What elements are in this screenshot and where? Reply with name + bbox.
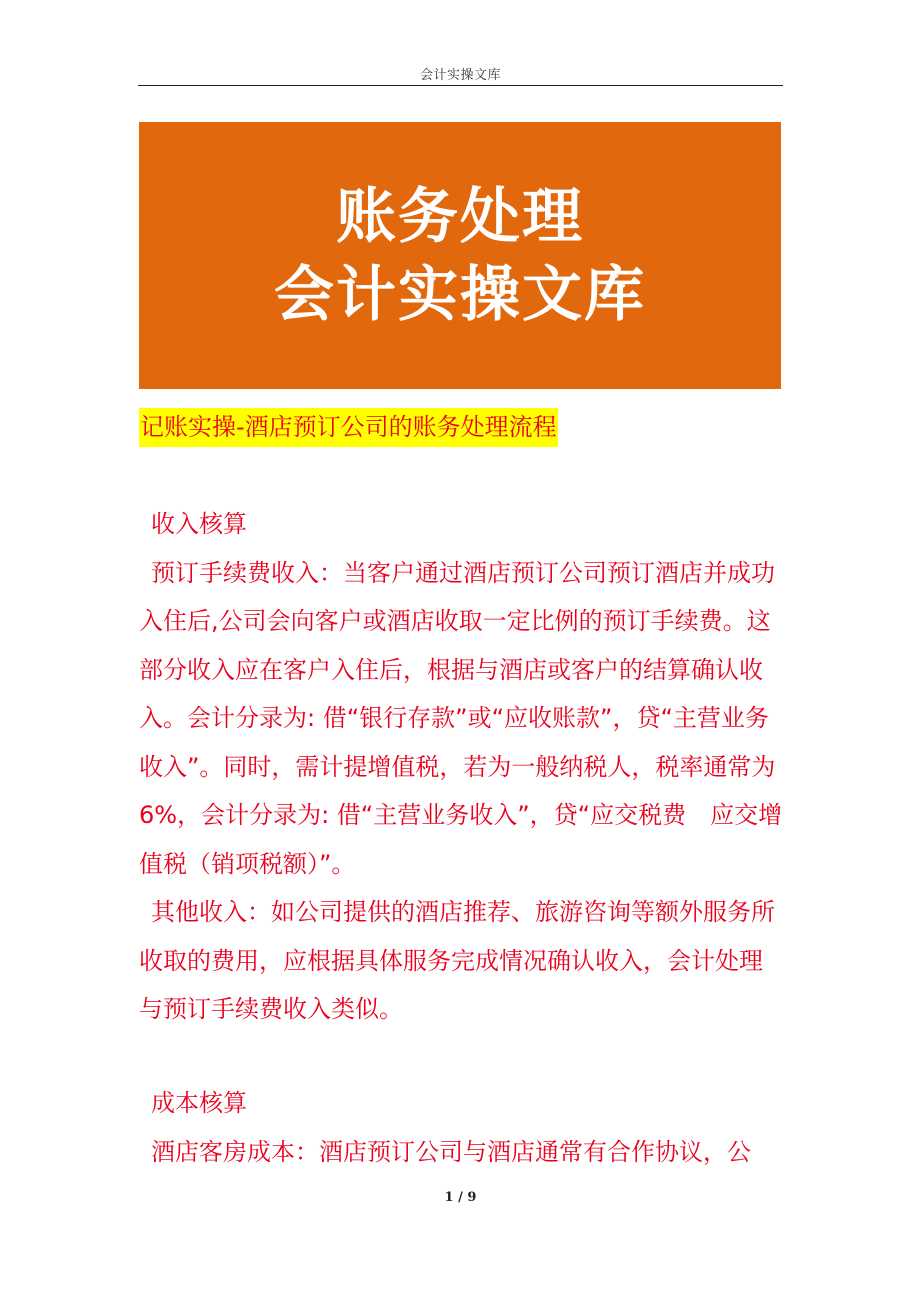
banner-title-line-2: 会计实操文库	[274, 259, 646, 330]
section-heading: 收入核算	[151, 510, 247, 538]
paragraph: 酒店客房成本：酒店预订公司与酒店通常有合作协议，公	[151, 1137, 751, 1166]
paragraph: 预订手续费收入：当客户通过酒店预订公司预订酒店并成功入住后,公司会向客户或酒店收取一定比例的预订手续费。这部分收入应在客户入住后，根据与酒店或客户的结算确认收入。会计分录为: 借“银行存款”或“应收账款”，贷“主营业务收入”。同时，需计提增值税，若为一般纳税人，税率通常为 6%，会计分录为: 借“主营业务收入”，贷“应交税费 应交增值税（销项税额）”。	[139, 558, 783, 878]
cover-banner	[139, 122, 781, 389]
paragraph: 其他收入：如公司提供的酒店推荐、旅游咨询等额外服务所收取的费用，应根据具体服务完成情况确认收入，会计处理与预订手续费收入类似。	[139, 898, 775, 1023]
running-header: 会计实操文库	[419, 68, 501, 83]
document-title: 记账实操-酒店预订公司的账务处理流程	[139, 408, 558, 447]
header-divider	[138, 85, 783, 86]
section-heading: 成本核算	[151, 1089, 247, 1117]
section-income	[139, 500, 784, 1034]
banner-title-line-1: 账务处理	[336, 181, 584, 252]
section-cost	[139, 1079, 784, 1176]
page-number: 1 / 9	[444, 1190, 477, 1205]
